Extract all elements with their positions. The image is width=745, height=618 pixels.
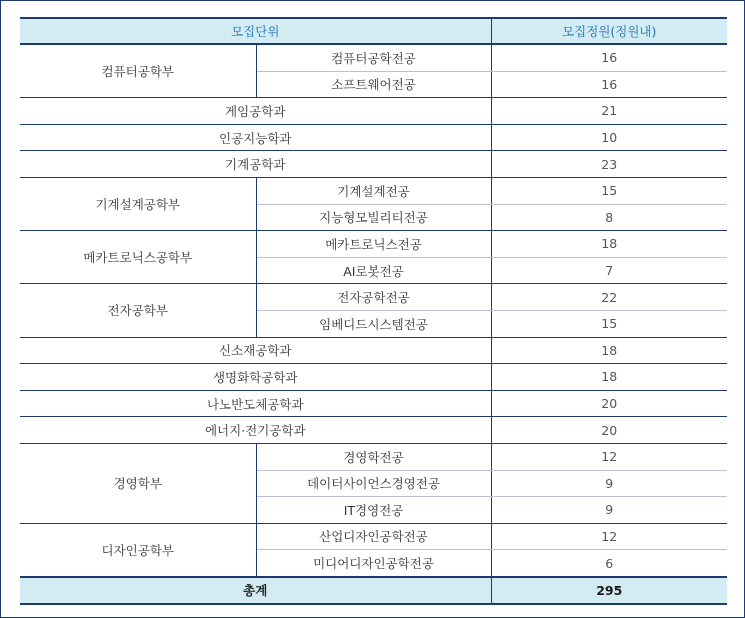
dept-name: 인공지능학과 [20,124,491,151]
table-row [20,337,727,364]
major-name: 컴퓨터공학전공 [256,44,491,71]
total-label: 총계 [20,577,491,604]
table-row [20,284,727,311]
major-name: 미디어디자인공학전공 [256,550,491,577]
major-name: AI로봇전공 [256,257,491,284]
quota-value: 18 [491,231,727,258]
table-body [20,44,727,577]
header-unit: 모집단위 [20,18,491,44]
quota-value: 16 [491,71,727,98]
quota-value: 21 [491,98,727,125]
quota-value: 20 [491,417,727,444]
table-row [20,151,727,178]
table-row [20,98,727,125]
major-name: 경영학전공 [256,443,491,470]
quota-value: 23 [491,151,727,178]
quota-value: 12 [491,523,727,550]
table-row [20,364,727,391]
quota-value: 15 [491,177,727,204]
dept-name: 컴퓨터공학부 [20,44,256,98]
table-row [20,44,727,71]
quota-value: 15 [491,310,727,337]
table-row [20,443,727,470]
dept-name: 경영학부 [20,443,256,523]
quota-value: 10 [491,124,727,151]
quota-value: 16 [491,44,727,71]
table-row [20,124,727,151]
major-name: 지능형모빌리티전공 [256,204,491,231]
quota-value: 12 [491,443,727,470]
major-name: 산업디자인공학전공 [256,523,491,550]
major-name: IT경영전공 [256,497,491,524]
quota-value: 22 [491,284,727,311]
header-quota: 모집정원(정원내) [491,18,727,44]
table-row [20,390,727,417]
quota-value: 6 [491,550,727,577]
table-row [20,231,727,258]
table-row [20,417,727,444]
quota-value: 9 [491,470,727,497]
dept-name: 나노반도체공학과 [20,390,491,417]
table-row [20,523,727,550]
quota-value: 18 [491,364,727,391]
table-row [20,177,727,204]
total-value: 295 [491,577,727,604]
dept-name: 생명화학공학과 [20,364,491,391]
quota-value: 8 [491,204,727,231]
major-name: 데이터사이언스경영전공 [256,470,491,497]
major-name: 기계설계전공 [256,177,491,204]
major-name: 소프트웨어전공 [256,71,491,98]
quota-value: 7 [491,257,727,284]
dept-name: 기계설계공학부 [20,177,256,230]
quota-value: 18 [491,337,727,364]
total-row [20,577,727,604]
quota-value: 20 [491,390,727,417]
quota-value: 9 [491,497,727,524]
dept-name: 기계공학과 [20,151,491,178]
dept-name: 메카트로닉스공학부 [20,231,256,284]
dept-name: 게임공학과 [20,98,491,125]
dept-name: 신소재공학과 [20,337,491,364]
table-header-row [20,18,727,44]
admission-quota-table [20,17,727,605]
major-name: 임베디드시스템전공 [256,310,491,337]
dept-name: 에너지·전기공학과 [20,417,491,444]
major-name: 전자공학전공 [256,284,491,311]
dept-name: 전자공학부 [20,284,256,337]
major-name: 메카트로닉스전공 [256,231,491,258]
dept-name: 디자인공학부 [20,523,256,577]
